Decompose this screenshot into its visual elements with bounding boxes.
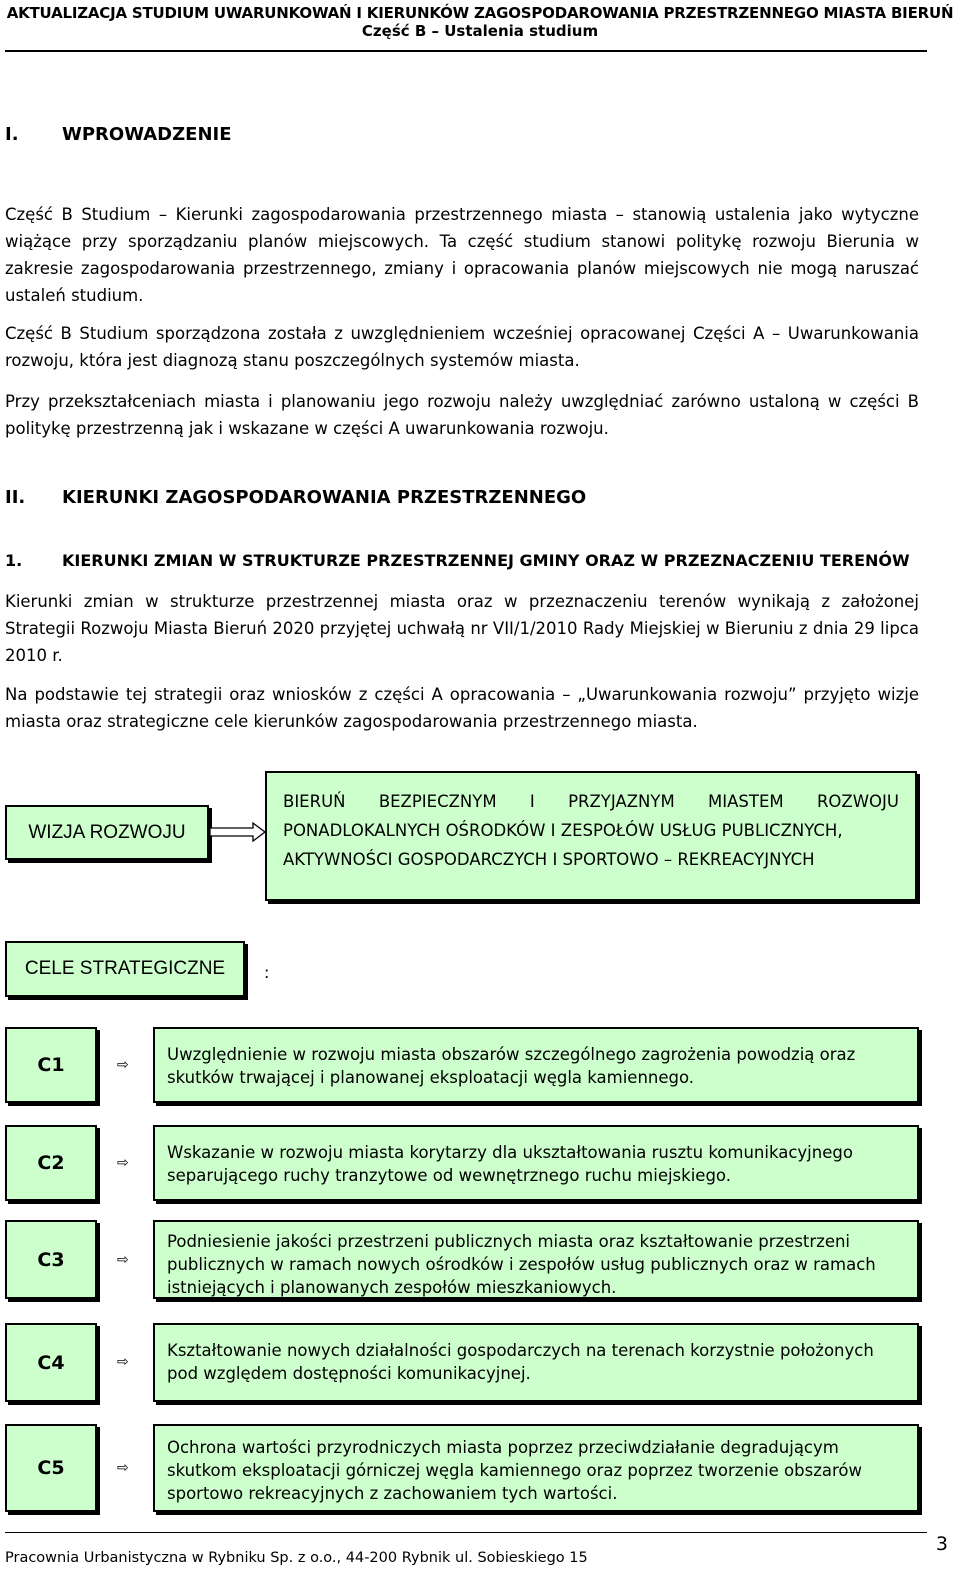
goal-arrow-icon: ⇨ xyxy=(117,1057,129,1073)
goal-description: Kształtowanie nowych działalności gospodarczych na terenach korzystnie położonych pod względem dostępności komunikacyjnej. xyxy=(167,1341,874,1383)
vision-arrow-icon xyxy=(209,822,267,842)
goal-description: Wskazanie w rozwoju miasta korytarzy dla ukształtowania rusztu komunikacyjnego separującego ruchy tranzytowe od wewnętrznego ruchu miejskiego. xyxy=(167,1143,853,1185)
vision-statement-line-2: PONADLOKALNYCH OŚRODKÓW I ZESPOŁÓW USŁUG PUBLICZNYCH, xyxy=(283,821,843,840)
section-2-title: KIERUNKI ZAGOSPODAROWANIA PRZESTRZENNEGO xyxy=(62,487,587,508)
footer-text: Pracownia Urbanistyczna w Rybniku Sp. z o.o., 44-200 Rybnik ul. Sobieskiego 15 xyxy=(5,1550,588,1566)
goal-code-box xyxy=(5,1125,97,1201)
vision-label: WIZJA ROZWOJU xyxy=(28,821,186,843)
subsection-1-title: KIERUNKI ZMIAN W STRUKTURZE PRZESTRZENNEJ GMINY ORAZ W PRZEZNACZENIU TERENÓW xyxy=(62,551,910,570)
paragraph: Przy przekształceniach miasta i planowaniu jego rozwoju należy uwzględniać zarówno ustaloną w części B politykę przestrzenną jak i wskazane w części A uwarunkowania rozwoju. xyxy=(5,392,919,438)
header-divider xyxy=(5,50,927,52)
vision-statement-box xyxy=(265,771,917,901)
goal-description-box xyxy=(153,1424,919,1512)
vision-statement-line-3: AKTYWNOŚCI GOSPODARCZYCH I SPORTOWO – REKREACYJNYCH xyxy=(283,850,815,869)
strategic-goals-label: CELE STRATEGICZNE xyxy=(24,958,226,979)
section-1-number: I. xyxy=(5,124,19,145)
vision-word: BEZPIECZNYM xyxy=(378,792,497,811)
strategic-goals-colon: : xyxy=(264,963,270,982)
goal-description: Podniesienie jakości przestrzeni publicznych miasta oraz kształtowanie przestrzeni publicznych w ramach nowych ośrodków i zespołów usług publicznych oraz w ramach istniejących i planowanych zespołów mieszkaniowych. xyxy=(167,1232,876,1297)
vision-word: PRZYJAZNYM xyxy=(568,792,675,811)
paragraph: Część B Studium sporządzona została z uwzględnieniem wcześniej opracowanej Części A – Uwarunkowania rozwoju, która jest diagnozą stanu poszczególnych systemów miasta. xyxy=(5,324,919,370)
goal-code: C3 xyxy=(37,1248,65,1271)
subsection-1-number: 1. xyxy=(5,551,23,570)
paragraph: Na podstawie tej strategii oraz wniosków z części A opracowania – „Uwarunkowania rozwoju” przyjęto wizje miasta oraz strategiczne cele kierunków zagospodarowania przestrzennego miasta. xyxy=(5,685,919,731)
header-subtitle: Część B – Ustalenia studium xyxy=(361,22,599,40)
vision-statement-line-1 xyxy=(283,787,899,816)
vision-word: I xyxy=(529,792,535,811)
vision-word: MIASTEM xyxy=(708,792,784,811)
goal-code: C5 xyxy=(37,1457,65,1479)
paragraph: Część B Studium – Kierunki zagospodarowania przestrzennego miasta – stanowią ustalenia jako wytyczne wiążące przy sporządzaniu planów miejscowych. Ta część studium stanowi politykę rozwoju Bierunia w zakresie zagospodarowania przestrzennego, zmiany i opracowania planów miejscowych nie mogą naruszać ustaleń studium. xyxy=(5,205,919,305)
goal-code: C4 xyxy=(37,1351,65,1374)
section-1-title: WPROWADZENIE xyxy=(62,124,232,145)
goal-code-box xyxy=(5,1424,97,1512)
goal-description: Uwzględnienie w rozwoju miasta obszarów szczególnego zagrożenia powodzią oraz skutków trwającej i planowanej eksploatacji węgla kamiennego. xyxy=(167,1045,856,1087)
goal-arrow-icon: ⇨ xyxy=(117,1460,129,1476)
paragraph: Kierunki zmian w strukturze przestrzennej miasta oraz w przeznaczeniu terenów wynikają z założonej Strategii Rozwoju Miasta Bieruń 2020 przyjętej uchwałą nr VII/1/2010 Rady Miejskiej w Bieruniu z dnia 29 lipca 2010 r. xyxy=(5,592,919,665)
header-title: AKTUALIZACJA STUDIUM UWARUNKOWAŃ I KIERUNKÓW ZAGOSPODAROWANIA PRZESTRZENNEGO MIASTA BIERUŃ xyxy=(6,4,954,22)
goal-arrow-icon: ⇨ xyxy=(117,1252,129,1268)
goal-code-box xyxy=(5,1323,97,1402)
vision-word: BIERUŃ xyxy=(283,792,346,811)
vision-word: ROZWOJU xyxy=(816,792,899,811)
goal-description-box xyxy=(153,1027,919,1103)
footer-divider xyxy=(5,1532,927,1533)
goal-code-box xyxy=(5,1027,97,1103)
goal-code: C1 xyxy=(37,1054,65,1076)
goal-arrow-icon: ⇨ xyxy=(117,1155,129,1171)
goal-code-box xyxy=(5,1220,97,1299)
goal-code: C2 xyxy=(37,1152,65,1174)
goal-arrow-icon: ⇨ xyxy=(117,1354,129,1370)
goal-description-box xyxy=(153,1220,919,1299)
vision-label-box xyxy=(5,805,209,860)
section-2-number: II. xyxy=(5,487,26,508)
page-number: 3 xyxy=(935,1533,948,1555)
goal-description-box xyxy=(153,1323,919,1402)
goal-description-box xyxy=(153,1125,919,1201)
goal-description: Ochrona wartości przyrodniczych miasta poprzez przeciwdziałanie degradującym skutkom eksploatacji górniczej węgla kamiennego oraz poprzez tworzenie obszarów sportowo rekreacyjnych z zachowaniem tych wartości. xyxy=(167,1438,863,1503)
strategic-goals-label-box xyxy=(5,941,245,997)
